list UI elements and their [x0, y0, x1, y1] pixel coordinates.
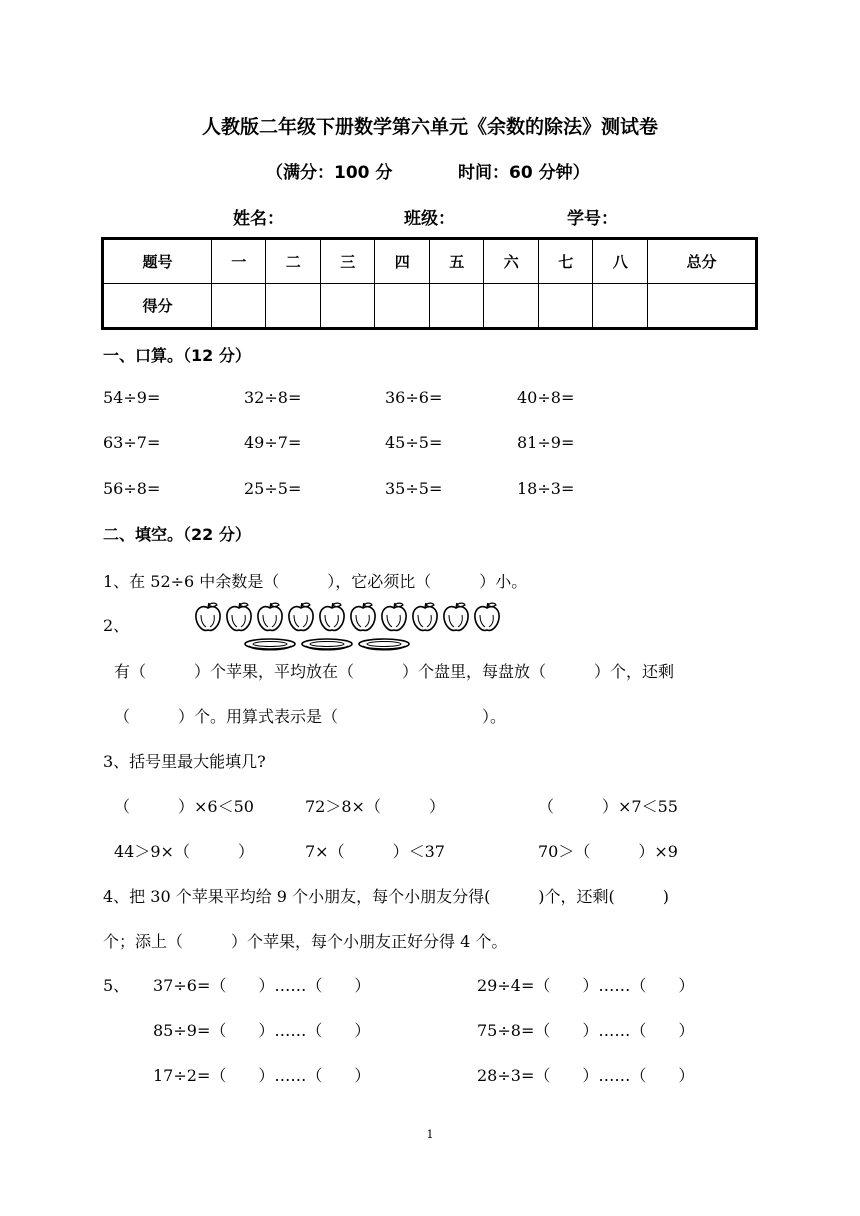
score-cell[interactable] [647, 284, 756, 329]
score-header-cell: 四 [375, 239, 430, 284]
q5-item: 28÷3=（ ）……（ ） [477, 1066, 695, 1085]
score-cell[interactable] [211, 284, 266, 329]
full-score: （满分：100 分 [266, 163, 393, 183]
question-4-line-1: 4、把 30 个苹果平均给 9 个小朋友，每个小朋友分得( )个，还剩( ) [103, 887, 670, 906]
score-cell[interactable] [320, 284, 375, 329]
apple-icon [258, 603, 282, 630]
oral-calc-item: 18÷3= [517, 479, 575, 498]
question-5-number: 5、 [103, 976, 130, 995]
q5-item: 37÷6=（ ）……（ ） [153, 976, 371, 995]
apple-icon [444, 603, 468, 630]
time-limit: 时间：60 分钟） [458, 163, 590, 183]
apple-icon [351, 603, 375, 630]
q3-item: （ ）×7＜55 [538, 797, 678, 816]
score-header-cell: 总分 [647, 239, 756, 284]
class-label: 班级： [404, 209, 455, 229]
question-4-line-2: 个；添上（ ）个苹果，每个小朋友正好分得 4 个。 [103, 932, 508, 951]
oral-calc-item: 56÷8= [103, 479, 161, 498]
q5-item: 75÷8=（ ）……（ ） [477, 1021, 695, 1040]
apple-icon [475, 603, 499, 630]
score-table [101, 237, 758, 330]
name-label: 姓名： [233, 209, 284, 229]
oral-calc-item: 36÷6= [385, 388, 443, 407]
score-header-cell: 八 [593, 239, 648, 284]
apple-icon [320, 603, 344, 630]
oral-calc-item: 35÷5= [385, 479, 443, 498]
apple-icon [289, 603, 313, 630]
score-cell[interactable] [266, 284, 321, 329]
page-number: 1 [426, 1128, 434, 1141]
score-table-score-row [103, 284, 757, 329]
section2-heading: 二、填空。（22 分） [103, 525, 251, 544]
section1-heading: 一、口算。（12 分） [103, 346, 251, 365]
question-2-line-1: 有（ ）个苹果，平均放在（ ）个盘里，每盘放（ ）个，还剩 [114, 662, 675, 681]
question-2-number: 2、 [103, 616, 130, 635]
q5-item: 29÷4=（ ）……（ ） [477, 976, 695, 995]
plate-icon [359, 639, 409, 650]
oral-calc-item: 32÷8= [244, 388, 302, 407]
q3-item: （ ）×6＜50 [114, 797, 254, 816]
score-cell[interactable] [484, 284, 539, 329]
score-cell[interactable] [593, 284, 648, 329]
score-row-label: 得分 [103, 284, 212, 329]
oral-calc-item: 25÷5= [244, 479, 302, 498]
plate-icon [245, 639, 295, 650]
oral-calc-item: 40÷8= [517, 388, 575, 407]
q5-item: 17÷2=（ ）……（ ） [153, 1066, 371, 1085]
apple-icon [382, 603, 406, 630]
student-id-label: 学号： [567, 209, 618, 229]
apples-and-plates-illustration [190, 600, 500, 656]
score-cell[interactable] [429, 284, 484, 329]
oral-calc-item: 49÷7= [244, 433, 302, 452]
score-header-cell: 七 [538, 239, 593, 284]
score-header-cell: 题号 [103, 239, 212, 284]
question-2-line-2: （ ）个。用算式表示是（ ）。 [114, 707, 507, 726]
question-3: 3、括号里最大能填几? [103, 752, 266, 771]
oral-calc-item: 45÷5= [385, 433, 443, 452]
score-header-cell: 三 [320, 239, 375, 284]
q3-item: 44＞9×（ ） [114, 842, 254, 861]
q5-item: 85÷9=（ ）……（ ） [153, 1021, 371, 1040]
q3-item: 72＞8×（ ） [305, 797, 445, 816]
score-table-header-row [103, 239, 757, 284]
q3-item: 7×（ ）＜37 [305, 842, 445, 861]
score-cell[interactable] [538, 284, 593, 329]
apple-icon [227, 603, 251, 630]
apple-icon [413, 603, 437, 630]
score-header-cell: 二 [266, 239, 321, 284]
score-header-cell: 一 [211, 239, 266, 284]
score-cell[interactable] [375, 284, 430, 329]
plate-icon [302, 639, 352, 650]
oral-calc-item: 54÷9= [103, 388, 161, 407]
page-title: 人教版二年级下册数学第六单元《余数的除法》测试卷 [201, 116, 658, 138]
score-header-cell: 五 [429, 239, 484, 284]
oral-calc-item: 81÷9= [517, 433, 575, 452]
score-header-cell: 六 [484, 239, 539, 284]
oral-calc-item: 63÷7= [103, 433, 161, 452]
apple-icon [196, 603, 220, 630]
q3-item: 70＞（ ）×9 [538, 842, 678, 861]
question-1: 1、在 52÷6 中余数是（ ），它必须比（ ）小。 [103, 572, 528, 591]
